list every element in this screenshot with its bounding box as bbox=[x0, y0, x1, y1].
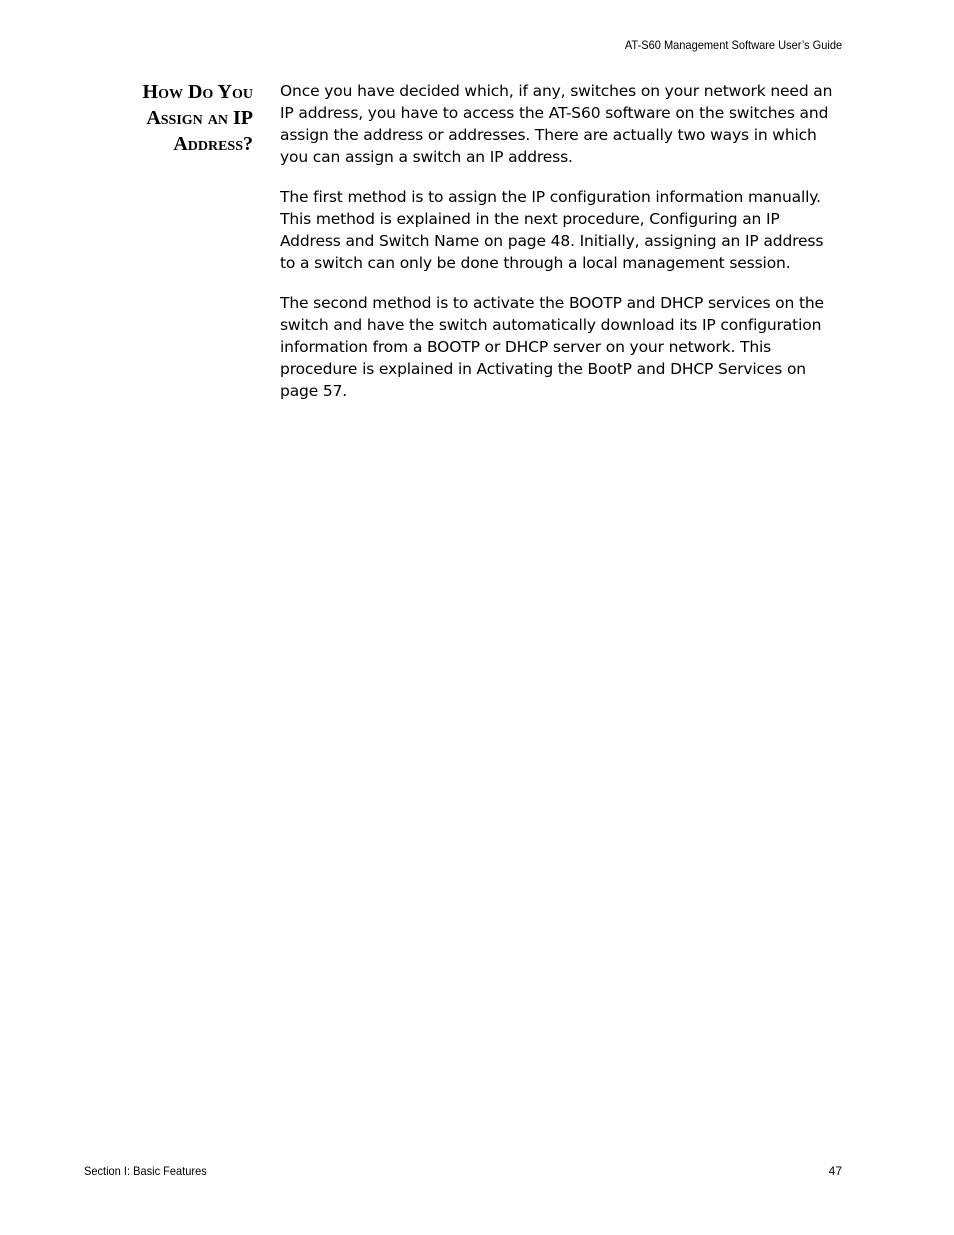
section-heading: How Do You Assign an IP Address? bbox=[142, 81, 253, 155]
running-header: AT-S60 Management Software User’s Guide bbox=[624, 38, 842, 52]
paragraph-1: Once you have decided which, if any, switches on your network need an IP address, you have to access the AT-S60 software on the switches and assign the address or addresses. There are actually two ways in which you can assign a switch an IP address. bbox=[280, 82, 833, 166]
footer-section-label: Section I: Basic Features bbox=[84, 1164, 207, 1178]
footer-page-number: 47 bbox=[828, 1164, 842, 1178]
paragraph-2: The first method is to assign the IP configuration information manually. This method is explained in the next procedure, Configuring an IP Address and Switch Name on page 48. Initially, assigning an IP address to a switch can only be done through a local management session. bbox=[280, 188, 824, 272]
paragraph-3: The second method is to activate the BOOTP and DHCP services on the switch and have the switch automatically download its IP configuration information from a BOOTP or DHCP server on your network. This procedure is explained in Activating the BootP and DHCP Services on page 57. bbox=[280, 294, 824, 400]
section-body bbox=[280, 80, 850, 420]
